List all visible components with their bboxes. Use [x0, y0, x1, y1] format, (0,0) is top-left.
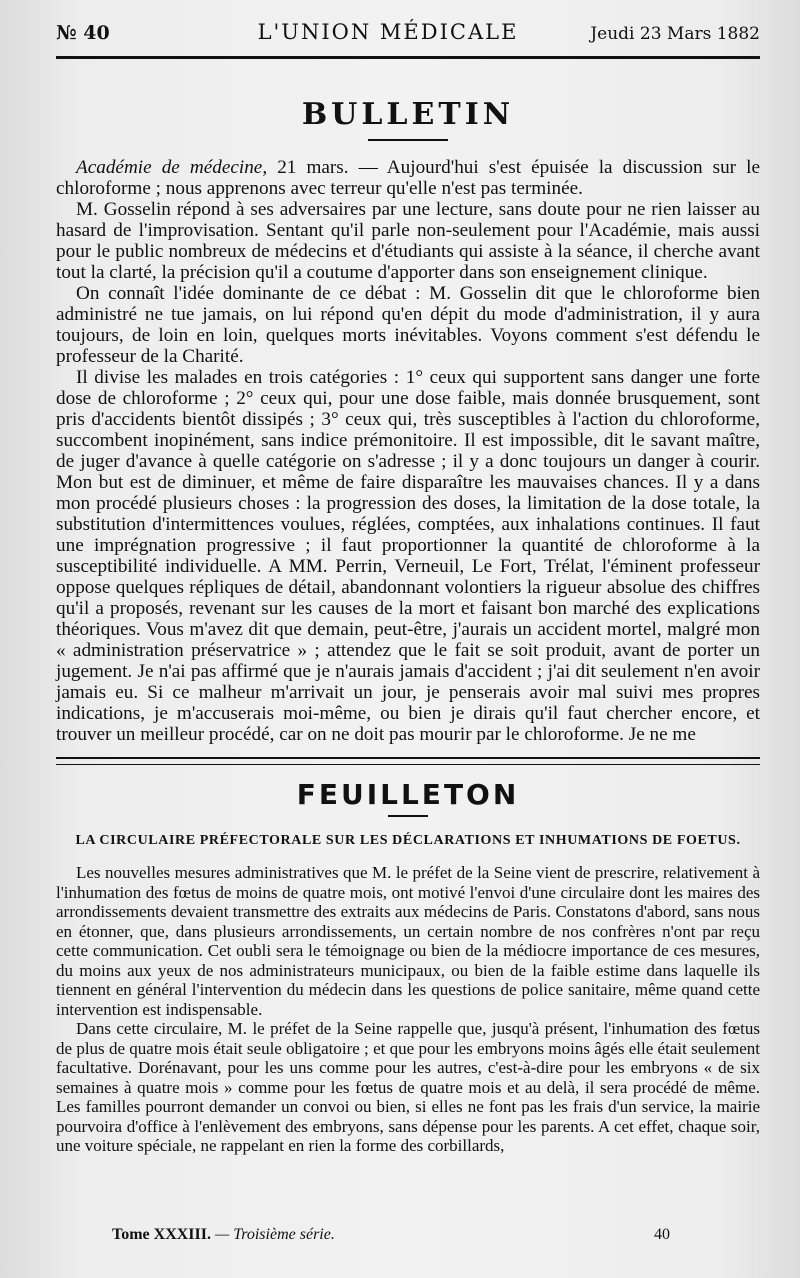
- page-number: 40: [654, 1226, 670, 1243]
- issue-number: № 40: [56, 22, 110, 44]
- page-footer: [112, 1226, 670, 1244]
- journal-title: L'UNION MÉDICALE: [257, 20, 519, 44]
- feuilleton-subhead: LA CIRCULAIRE PRÉFECTORALE SUR LES DÉCLARATIONS ET INHUMATIONS DE FOETUS.: [75, 833, 741, 848]
- bulletin-lead: Académie de médecine,: [76, 157, 268, 178]
- page-header: [56, 20, 760, 59]
- bulletin-body: [56, 157, 760, 745]
- title-rule: [368, 139, 448, 141]
- series-label: — Troisième série.: [210, 1226, 335, 1243]
- feuilleton-paragraph: Les nouvelles mesures administratives que M. le préfet de la Seine vient de prescrire, relativement à l'inhumation des fœtus de moins de quatre mois, ont motivé l'envoi d'une circulaire dont les maires des arrondissements devaient transmettre des extraits aux médecins de Paris. Constatons d'abord, sans nous en étonner, que, dans plusieurs arrondissements, un certain nombre de nos confrères n'ont par reçu cette communication. Cet oubli sera le témoignage ou bien de la médiocre importance de ces mesures, du moins aux yeux de nos administrateurs municipaux, ou bien de la faible estime dans laquelle ils tiennent en général l'intervention du médecin dans les questions de police sanitaire, même quand cette intervention est indispensable.: [56, 863, 760, 1019]
- section-divider: [56, 757, 760, 765]
- bulletin-paragraph: [56, 157, 760, 199]
- bulletin-title: BULLETIN: [301, 97, 515, 132]
- bulletin-paragraph-text: 21 mars. — Aujourd'hui s'est épuisée la discussion sur le chloroforme ; nous apprenons avec terreur qu'elle n'est pas terminée.: [56, 157, 760, 199]
- volume-series: [112, 1226, 335, 1244]
- issue-date: Jeudi 23 Mars 1882: [590, 24, 760, 44]
- feuilleton-body: [56, 863, 760, 1156]
- feuilleton-paragraph: Dans cette circulaire, M. le préfet de la Seine rappelle que, jusqu'à présent, l'inhumation des fœtus de plus de quatre mois était seule obligatoire ; et que pour les embryons moins âgés elle était seulement facultative. Dorénavant, pour les uns comme pour les autres, c'est-à-dire pour les embryons « de six semaines à quatre mois » comme pour les fœtus de quatre mois et au delà, il sera procédé de même. Les familles pourront demander un convoi ou bien, si elles ne font pas les frais d'un service, la mairie pourvoira d'office à l'enlèvement des embryons, sans dépense pour les parents. A cet effet, chaque soir, une voiture spéciale, ne rappelant en rien la forme des corbillards,: [56, 1019, 760, 1155]
- bulletin-paragraph: On connaît l'idée dominante de ce débat : M. Gosselin dit que le chloroforme bien administré ne tue jamais, on lui répond qu'en dépit du mode d'administration, il y aura toujours, de loin en loin, quelques morts inévitables. Voyons comment s'est défendu le professeur de la Charité.: [56, 283, 760, 367]
- feuilleton-title: FEUILLETON: [296, 778, 520, 811]
- bulletin-paragraph: M. Gosselin répond à ses adversaires par une lecture, sans doute pour ne rien laisser au hasard de l'improvisation. Sentant qu'il parle non-seulement pour l'Académie, mais aussi pour le public nombreux de médecins et d'étudiants qui assiste à la séance, il cherche avant tout la clarté, la précision qu'il a coutume d'apporter dans son enseignement clinique.: [56, 199, 760, 283]
- bulletin-paragraph: Il divise les malades en trois catégories : 1° ceux qui supportent sans danger une forte dose de chloroforme ; 2° ceux qui, pour une dose faible, mais donnée brusquement, sont pris d'accidents bientôt dissipés ; 3° ceux qui, très susceptibles à l'action du chloroforme, succombent inopinément, sans indice prémonitoire. Il est impossible, dit le savant maître, de juger d'avance à quelle catégorie on s'adresse ; il y a donc toujours un danger à courir. Mon but est de diminuer, et même de faire disparaître les mauvaises chances. Il y a dans mon procédé plusieurs choses : la progression des doses, la limitation de la dose totale, la substitution d'intermittences voulues, réglées, comptées, aux inhalations continues. Il faut une imprégnation progressive ; il faut proportionner la quantité de chloroforme à la susceptibilité individuelle. A MM. Perrin, Verneuil, Le Fort, Trélat, l'éminent professeur oppose quelques répliques de détail, abandonnant volontiers la rigueur absolue des chiffres qu'il a proposés, revenant sur les causes de la mort et faisant bon marché des explications théoriques. Vous m'avez dit que demain, peut-être, j'aurais un accident mortel, malgré mon « administration préservatrice » ; attendez que le fait se soit produit, avant de porter un jugement. Je n'ai pas affirmé que je n'aurais jamais d'accident ; j'ai dit seulement n'en avoir jamais eu. Si ce malheur m'arrivait un jour, je penserais avoir mal suivi mes propres indications, je m'accuserais moi-même, ou bien je dirais qu'il faut chercher encore, et trouver un meilleur procédé, car on ne doit pas mourir par le chloroforme. Je ne me: [56, 367, 760, 745]
- volume-label: Tome XXXIII.: [112, 1226, 211, 1243]
- feuilleton-title-rule: [388, 815, 428, 817]
